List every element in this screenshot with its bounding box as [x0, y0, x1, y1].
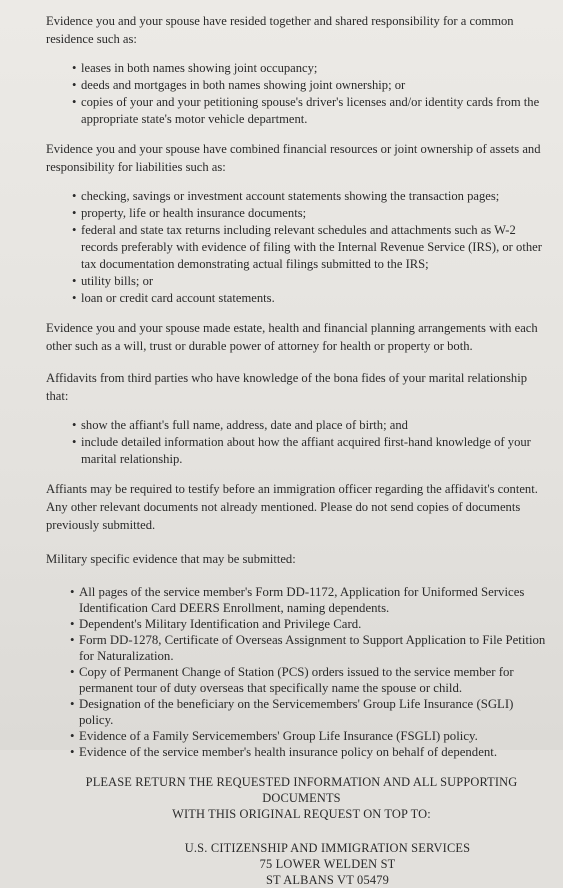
- list-item: • leases in both names showing joint occupancy;: [72, 61, 318, 75]
- address-line: 75 LOWER WELDEN ST: [259, 857, 396, 871]
- list-item: • federal and state tax returns including relevant schedules and attachments such as W-2 records preferably with evidence of filing with the Internal Revenue Service (IRS), or other tax documentation demonstrating actual filings submitted to the IRS;: [72, 223, 542, 271]
- return-instructions-line: PLEASE RETURN THE REQUESTED INFORMATION AND ALL SUPPORTING DOCUMENTS: [85, 775, 518, 805]
- return-instructions-line: WITH THIS ORIGINAL REQUEST ON TOP TO:: [172, 807, 431, 821]
- section-financial-intro: Evidence you and your spouse have combined financial resources or joint ownership of assets and responsibility for liabilities such as:: [46, 142, 541, 174]
- list-item: • property, life or health insurance documents;: [72, 206, 307, 220]
- section-residence-intro: Evidence you and your spouse have resided together and shared responsibility for a common residence such as:: [46, 14, 514, 46]
- list-item: • Dependent's Military Identification and Privilege Card.: [70, 617, 362, 631]
- list-item: • deeds and mortgages in both names showing joint ownership; or: [72, 78, 406, 92]
- list-item: • Copy of Permanent Change of Station (PCS) orders issued to the service member for permanent tour of duty overseas that specifically name the spouse or child.: [70, 665, 514, 695]
- list-item: • All pages of the service member's Form DD-1172, Application for Uniformed Services Identification Card DEERS Enrollment, naming dependents.: [70, 585, 525, 615]
- bullet-icon: •: [72, 95, 77, 109]
- bullet-icon: •: [72, 418, 77, 432]
- bullet-icon: •: [70, 729, 75, 743]
- list-item: • copies of your and your petitioning spouse's driver's licenses and/or identity cards from the appropriate state's motor vehicle department.: [72, 95, 540, 126]
- section-military-intro: Military specific evidence that may be submitted:: [46, 552, 296, 566]
- list-item: • Form DD-1278, Certificate of Overseas Assignment to Support Application to File Petition for Naturalization.: [70, 633, 546, 663]
- bullet-icon: •: [70, 745, 75, 759]
- bullet-icon: •: [70, 617, 75, 631]
- list-item: • checking, savings or investment account statements showing the transaction pages;: [72, 189, 500, 203]
- list-item: • include detailed information about how the affiant acquired first-hand knowledge of your marital relationship.: [72, 435, 531, 466]
- address-line: ST ALBANS VT 05479: [265, 873, 390, 887]
- military-evidence-list: [46, 584, 549, 760]
- list-item: • Designation of the beneficiary on the Servicemembers' Group Life Insurance (SGLI) policy.: [70, 697, 514, 727]
- bullet-icon: •: [70, 665, 75, 679]
- address-line: U.S. CITIZENSHIP AND IMMIGRATION SERVICES: [184, 841, 471, 855]
- section-affidavits-intro: Affidavits from third parties who have knowledge of the bona fides of your marital relationship that:: [46, 371, 528, 403]
- bullet-icon: •: [72, 274, 77, 288]
- mailing-address: [106, 840, 549, 888]
- section-estate-planning: Evidence you and your spouse made estate, health and financial planning arrangements with each other such as a will, trust or durable power of attorney for health or property or both.: [46, 321, 538, 353]
- bullet-icon: •: [70, 697, 75, 711]
- bullet-icon: •: [72, 78, 77, 92]
- section-affiants-note: Affiants may be required to testify before an immigration officer regarding the affidavit's content. Any other relevant documents not already mentioned. Please do not send copies of documents previously submitted.: [46, 482, 538, 532]
- bullet-icon: •: [72, 189, 77, 203]
- affidavit-requirements-list: [46, 417, 549, 468]
- list-item: • Evidence of a Family Servicemembers' Group Life Insurance (FSGLI) policy.: [70, 729, 478, 743]
- residence-evidence-list: [46, 60, 549, 128]
- list-item: • show the affiant's full name, address, date and place of birth; and: [72, 418, 408, 432]
- bullet-icon: •: [72, 291, 77, 305]
- bullet-icon: •: [72, 223, 77, 237]
- bullet-icon: •: [70, 585, 75, 599]
- list-item: • Evidence of the service member's health insurance policy on behalf of dependent.: [70, 745, 498, 759]
- bullet-icon: •: [72, 206, 77, 220]
- financial-evidence-list: [46, 188, 549, 307]
- bullet-icon: •: [72, 61, 77, 75]
- list-item: • loan or credit card account statements.: [72, 291, 275, 305]
- return-instructions: [54, 774, 549, 822]
- bullet-icon: •: [70, 633, 75, 647]
- list-item: • utility bills; or: [72, 274, 154, 288]
- bullet-icon: •: [72, 435, 77, 449]
